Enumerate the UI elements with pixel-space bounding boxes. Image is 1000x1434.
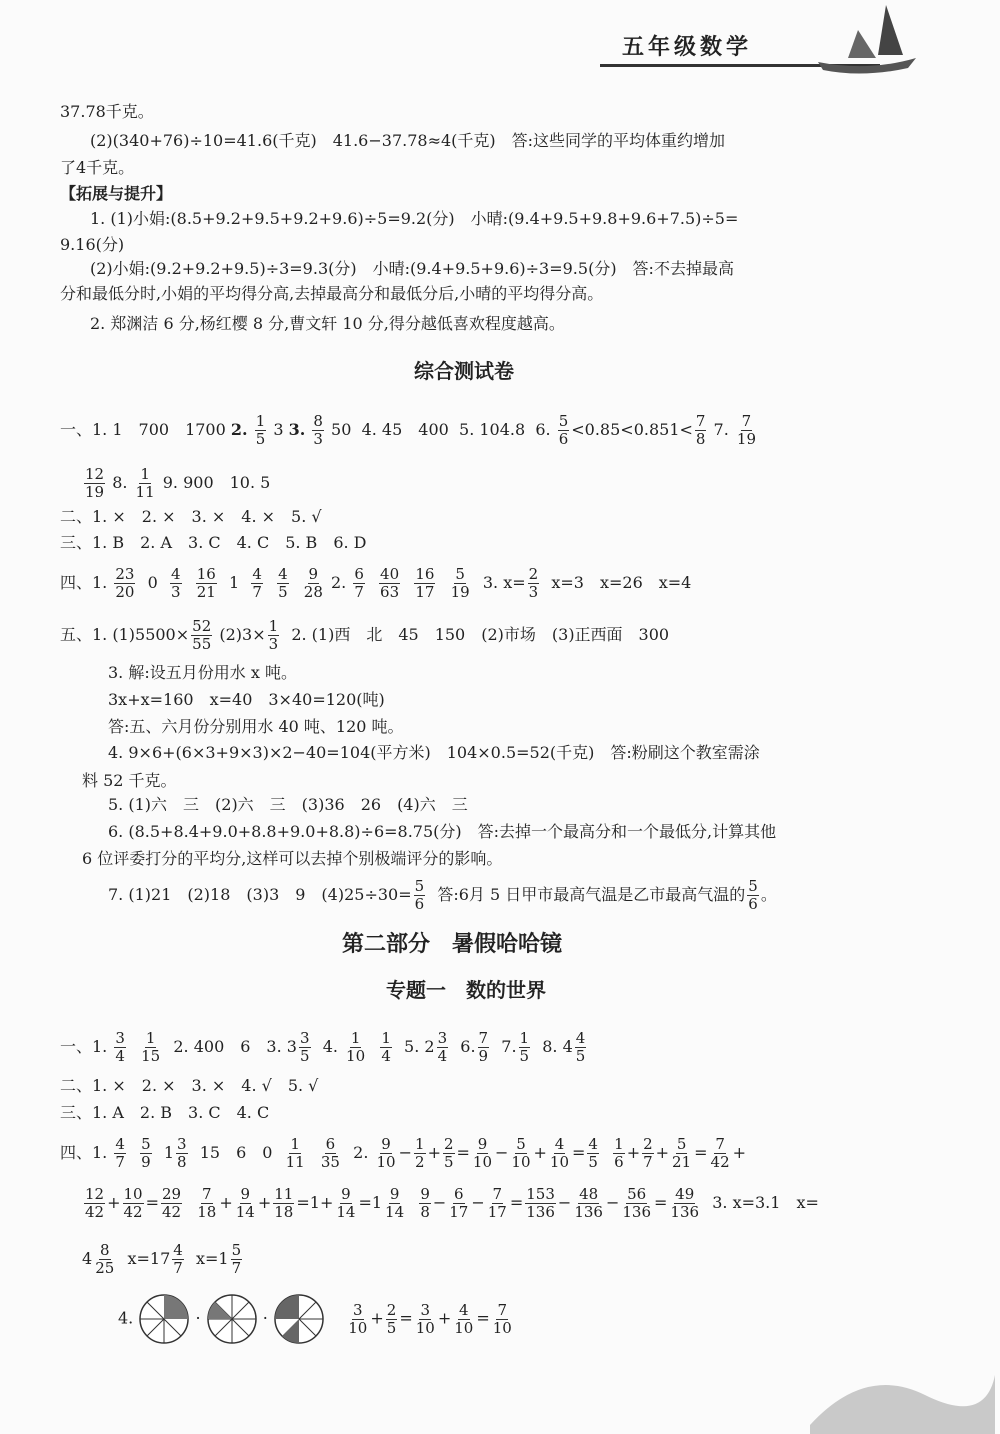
answer-row: 7. (1)21 (2)18 (3)3 9 (4)25÷30= $\frac{5}{6}$ 答:6月 5 日甲市最高气温是乙市最高气温的 $\frac{5}{6}$ 。 bbox=[108, 877, 777, 913]
answer-row: 四、1. $\frac{23}{20}$ 0 $\frac{4}{3}$ $\frac{16}{21}$ 1 $\frac{4}{7}$ $\frac{4}{5}$ $\frac{9}{28}$ 2. $\frac{6}{7}$ $\frac{40}{63}$ $\frac{16}{17}$ $\frac{5}{19}$ 3. x= $\frac{2}{3}$ x=3 x=26 x=4 bbox=[60, 565, 692, 601]
fraction-circle-icon bbox=[138, 1293, 190, 1345]
fraction-circle-icon bbox=[273, 1293, 325, 1345]
answer-row: 4 $\frac{8}{25}$ x=17 $\frac{4}{7}$ x=1 $\frac{5}{7}$ bbox=[82, 1241, 242, 1277]
fraction: $\frac{1}{11}$ bbox=[135, 465, 155, 501]
fraction: $\frac{7}{8}$ bbox=[695, 412, 706, 448]
text-line: 37.78千克。 bbox=[60, 102, 154, 121]
fraction: $\frac{12}{19}$ bbox=[85, 465, 105, 501]
fraction-circle-icon bbox=[206, 1293, 258, 1345]
text-line: 了4千克。 bbox=[60, 158, 135, 177]
text-line: 9.16(分) bbox=[60, 235, 125, 254]
answer-row: 四、1. $\frac{4}{7}$ $\frac{5}{9}$ 1 $\frac{3}{8}$ 15 6 0 $\frac{1}{11}$ $\frac{6}{35}$ 2. $\frac{9}{10}$ − $\frac{1}{2}$ + $\frac{2}{5}$ = $\frac{9}{10}$ − $\frac{5}{10}$ + $\frac{4}{10}$ = $\frac{4}{5}$ $\frac{1}{6}$ + $\frac{2}{7}$ + $\frac{5}{21}$ = $\frac{7}{42}$ + bbox=[60, 1135, 747, 1171]
text-line: 5. (1)六 三 (2)六 三 (3)36 26 (4)六 三 bbox=[108, 795, 468, 814]
answer-row: $\frac{12}{42}$ + $\frac{10}{42}$ = $\frac{29}{42}$ $\frac{7}{18}$ + $\frac{9}{14}$ + $\frac{11}{18}$ =1+ $\frac{9}{14}$ =1 $\frac{9}{14}$ $\frac{9}{8}$ − $\frac{6}{17}$ − $\frac{7}{17}$ = $\frac{153}{136}$ − $\frac{48}{136}$ − $\frac{56}{136}$ = $\frac{49}{136}$ 3. x=3.1 x= bbox=[85, 1185, 819, 1221]
text-line: 分和最低分时,小娟的平均得分高,去掉最高分和最低分后,小晴的平均得分高。 bbox=[60, 284, 604, 303]
answer-row: 三、1. B 2. A 3. C 4. C 5. B 6. D bbox=[60, 533, 367, 552]
answer-row: 二、1. × 2. × 3. × 4. √ 5. √ bbox=[60, 1076, 319, 1095]
answer-row: 一、1. $\frac{3}{4}$ $\frac{1}{15}$ 2. 400 6 3. 3 $\frac{3}{5}$ 4. $\frac{1}{10}$ $\frac{1}{4}$ 5. 2 $\frac{3}{4}$ 6. $\frac{7}{9}$ 7. $\frac{1}{5}$ 8. 4 $\frac{4}{5}$ bbox=[60, 1029, 586, 1065]
answer-row: 一、1. 1 700 1700 2. $\frac{1}{5}$ 3 3. $\frac{8}{3}$ 50 4. 45 400 5. 104.8 6. $\frac{5}{6}$ <0.85<0.851< $\frac{7}{8}$ 7. $\frac{7}{19}$ bbox=[60, 412, 756, 448]
corner-decoration-icon bbox=[805, 1345, 1000, 1434]
answer-row: 五、1. (1)5500× $\frac{52}{55}$ (2)3× $\frac{1}{3}$ 2. (1)西 北 45 150 (2)市场 (3)正西面 300 bbox=[60, 617, 670, 653]
text-line: 6. (8.5+8.4+9.0+8.8+9.0+8.8)÷6=8.75(分) 答:去掉一个最高分和一个最低分,计算其他 bbox=[108, 822, 777, 841]
answer-row: 4. · · $\frac{3}{10}$ + $\frac{2}{5}$ = $\frac{3}{10}$ + $\frac{4}{10}$ = $\frac{7}{10}$ bbox=[118, 1293, 515, 1345]
text-line: 4. 9×6+(6×3+9×3)×2−40=104(平方米) 104×0.5=52(千克) 答:粉刷这个教室需涂 bbox=[108, 743, 760, 762]
test-title: 综合测试卷 bbox=[414, 359, 514, 383]
text-line: 3. 解:设五月份用水 x 吨。 bbox=[108, 663, 297, 682]
text-line: 料 52 千克。 bbox=[82, 771, 177, 790]
fraction: $\frac{8}{3}$ bbox=[313, 412, 323, 448]
text-line: 3x+x=160 x=40 3×40=120(吨) bbox=[108, 690, 385, 709]
fraction: $\frac{5}{6}$ bbox=[558, 412, 569, 448]
text-line: (2)小娟:(9.2+9.2+9.5)÷3=9.3(分) 小晴:(9.4+9.5+9.6)÷3=9.5(分) 答:不去掉最高 bbox=[90, 259, 734, 278]
header-title: 五年级数学 bbox=[622, 35, 753, 60]
fraction: $\frac{7}{19}$ bbox=[736, 412, 756, 448]
answer-row: 三、1. A 2. B 3. C 4. C bbox=[60, 1103, 270, 1122]
section-heading: 【拓展与提升】 bbox=[60, 184, 173, 203]
answer-row: $\frac{12}{19}$ 8. $\frac{1}{11}$ 9. 900 10. 5 bbox=[85, 465, 271, 501]
part-title: 第二部分 暑假哈哈镜 bbox=[342, 932, 563, 957]
text-line: 2. 郑渊洁 6 分,杨红樱 8 分,曹文轩 10 分,得分越低喜欢程度越高。 bbox=[90, 314, 565, 333]
text-line: (2)(340+76)÷10=41.6(千克) 41.6−37.78≈4(千克) 答:这些同学的平均体重约增加 bbox=[90, 131, 726, 150]
topic-title: 专题一 数的世界 bbox=[386, 978, 546, 1002]
sailboat-icon bbox=[808, 0, 918, 80]
text-line: 1. (1)小娟:(8.5+9.2+9.5+9.2+9.6)÷5=9.2(分) 小晴:(9.4+9.5+9.8+9.6+7.5)÷5= bbox=[90, 209, 739, 228]
fraction: $\frac{1}{5}$ bbox=[255, 412, 266, 448]
answer-row: 二、1. × 2. × 3. × 4. × 5. √ bbox=[60, 507, 322, 526]
text-line: 6 位评委打分的平均分,这样可以去掉个别极端评分的影响。 bbox=[82, 849, 503, 868]
text-line: 答:五、六月份分别用水 40 吨、120 吨。 bbox=[108, 717, 404, 736]
